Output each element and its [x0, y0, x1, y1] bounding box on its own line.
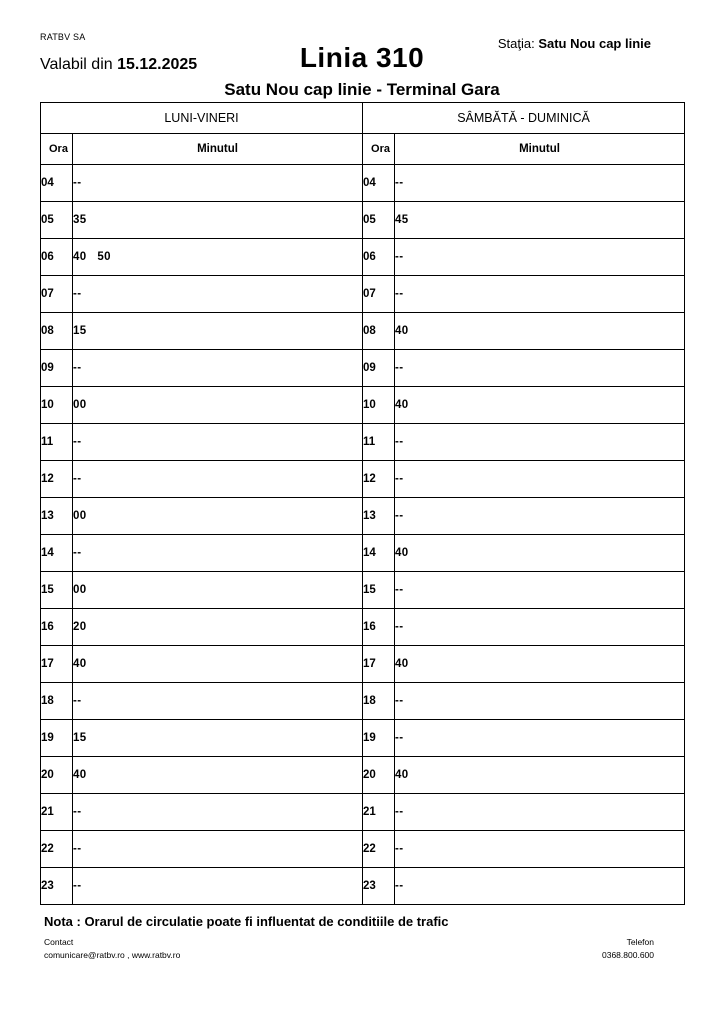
- table-row: [41, 831, 685, 868]
- minutes-cell-weekend: 40: [395, 646, 685, 683]
- phone-value: 0368.800.600: [602, 950, 654, 960]
- minutes-cell-weekday: 40: [73, 646, 363, 683]
- line-title: Linia 310: [299, 42, 425, 73]
- minutes-cell-weekday: --: [73, 276, 363, 313]
- minutes-cell-weekend: --: [395, 350, 685, 387]
- table-row: [41, 609, 685, 646]
- table-row: [41, 720, 685, 757]
- minutes-cell-weekday: --: [73, 165, 363, 202]
- valid-from-date: 15.12.2025: [117, 56, 198, 73]
- table-row: [41, 646, 685, 683]
- table-row: [41, 350, 685, 387]
- hour-cell-weekend: 14: [363, 535, 395, 572]
- column-header-minutul-weekend: Minutul: [395, 134, 685, 165]
- table-column-header-row: [41, 134, 685, 165]
- minutes-cell-weekday: --: [73, 831, 363, 868]
- minutes-cell-weekday: 35: [73, 202, 363, 239]
- hour-cell-weekday: 11: [41, 424, 73, 461]
- hour-cell-weekend: 16: [363, 609, 395, 646]
- hour-cell-weekend: 11: [363, 424, 395, 461]
- hour-cell-weekend: 19: [363, 720, 395, 757]
- hour-cell-weekday: 19: [41, 720, 73, 757]
- minutes-cell-weekend: --: [395, 461, 685, 498]
- minutes-cell-weekday: 00: [73, 572, 363, 609]
- hour-cell-weekday: 07: [41, 276, 73, 313]
- contact-label: Contact: [44, 937, 74, 947]
- minutes-cell-weekend: --: [395, 868, 685, 905]
- table-row: [41, 165, 685, 202]
- minutes-cell-weekend: --: [395, 609, 685, 646]
- minutes-cell-weekend: --: [395, 165, 685, 202]
- group-header-weekend: SÂMBĂTĂ - DUMINICĂ: [363, 103, 685, 134]
- hour-cell-weekend: 05: [363, 202, 395, 239]
- valid-from-label: Valabil din: [40, 56, 118, 73]
- minutes-cell-weekend: 45: [395, 202, 685, 239]
- minutes-cell-weekend: --: [395, 720, 685, 757]
- hour-cell-weekend: 04: [363, 165, 395, 202]
- station-value: Satu Nou cap linie: [538, 36, 651, 51]
- hour-cell-weekday: 13: [41, 498, 73, 535]
- table-row: [41, 313, 685, 350]
- minutes-cell-weekend: 40: [395, 313, 685, 350]
- minutes-cell-weekday: 20: [73, 609, 363, 646]
- minutes-cell-weekday: --: [73, 350, 363, 387]
- table-row: [41, 868, 685, 905]
- contact-value: comunicare@ratbv.ro , www.ratbv.ro: [44, 950, 181, 960]
- table-row: [41, 498, 685, 535]
- minutes-cell-weekday: --: [73, 535, 363, 572]
- minutes-cell-weekday: 00: [73, 498, 363, 535]
- minutes-cell-weekday: --: [73, 794, 363, 831]
- minutes-cell-weekday: --: [73, 683, 363, 720]
- minutes-cell-weekend: --: [395, 276, 685, 313]
- table-row: [41, 757, 685, 794]
- hour-cell-weekend: 21: [363, 794, 395, 831]
- minutes-cell-weekday: --: [73, 868, 363, 905]
- hour-cell-weekend: 15: [363, 572, 395, 609]
- hour-cell-weekday: 09: [41, 350, 73, 387]
- table-row: [41, 276, 685, 313]
- minutes-cell-weekday: --: [73, 461, 363, 498]
- hour-cell-weekend: 20: [363, 757, 395, 794]
- table-row: [41, 683, 685, 720]
- minutes-cell-weekday: 15: [73, 720, 363, 757]
- hour-cell-weekend: 07: [363, 276, 395, 313]
- table-row: [41, 202, 685, 239]
- hour-cell-weekend: 17: [363, 646, 395, 683]
- hour-cell-weekend: 13: [363, 498, 395, 535]
- table-row: [41, 535, 685, 572]
- company-name: RATBV SA: [40, 32, 86, 42]
- hour-cell-weekday: 17: [41, 646, 73, 683]
- hour-cell-weekday: 08: [41, 313, 73, 350]
- table-row: [41, 424, 685, 461]
- minutes-cell-weekend: --: [395, 683, 685, 720]
- hour-cell-weekend: 23: [363, 868, 395, 905]
- hour-cell-weekday: 20: [41, 757, 73, 794]
- hour-cell-weekend: 12: [363, 461, 395, 498]
- minutes-cell-weekend: --: [395, 239, 685, 276]
- hour-cell-weekend: 08: [363, 313, 395, 350]
- minutes-cell-weekday: 40: [73, 757, 363, 794]
- hour-cell-weekday: 10: [41, 387, 73, 424]
- minutes-cell-weekend: --: [395, 498, 685, 535]
- table-row: [41, 461, 685, 498]
- minutes-cell-weekday: --: [73, 424, 363, 461]
- minutes-cell-weekend: --: [395, 794, 685, 831]
- minutes-cell-weekday: 40 50: [73, 239, 363, 276]
- hour-cell-weekday: 12: [41, 461, 73, 498]
- minutes-cell-weekend: 40: [395, 387, 685, 424]
- hour-cell-weekday: 04: [41, 165, 73, 202]
- minutes-cell-weekend: --: [395, 572, 685, 609]
- hour-cell-weekend: 10: [363, 387, 395, 424]
- hour-cell-weekday: 16: [41, 609, 73, 646]
- hour-cell-weekend: 18: [363, 683, 395, 720]
- hour-cell-weekend: 06: [363, 239, 395, 276]
- minutes-cell-weekend: 40: [395, 535, 685, 572]
- minutes-cell-weekend: --: [395, 831, 685, 868]
- hour-cell-weekday: 22: [41, 831, 73, 868]
- table-row: [41, 794, 685, 831]
- hour-cell-weekend: 09: [363, 350, 395, 387]
- minutes-cell-weekday: 00: [73, 387, 363, 424]
- hour-cell-weekday: 14: [41, 535, 73, 572]
- minutes-cell-weekend: --: [395, 424, 685, 461]
- hour-cell-weekday: 15: [41, 572, 73, 609]
- group-header-weekday: LUNI-VINERI: [41, 103, 363, 134]
- column-header-ora-weekday: Ora: [41, 134, 73, 165]
- page-footer: [40, 936, 684, 968]
- station-label: Staţia:: [497, 36, 539, 51]
- minutes-cell-weekday: 15: [73, 313, 363, 350]
- column-header-ora-weekend: Ora: [363, 134, 395, 165]
- table-row: [41, 239, 685, 276]
- page-header: [40, 0, 684, 100]
- table-row: [41, 572, 685, 609]
- minutes-cell-weekend: 40: [395, 757, 685, 794]
- hour-cell-weekday: 06: [41, 239, 73, 276]
- hour-cell-weekday: 21: [41, 794, 73, 831]
- hour-cell-weekend: 22: [363, 831, 395, 868]
- note-text: Nota : Orarul de circulatie poate fi influentat de conditiile de trafic: [44, 914, 449, 929]
- hour-cell-weekday: 23: [41, 868, 73, 905]
- route-title: Satu Nou cap linie - Terminal Gara: [224, 80, 500, 99]
- table-row: [41, 387, 685, 424]
- phone-label: Telefon: [626, 937, 654, 947]
- hour-cell-weekday: 05: [41, 202, 73, 239]
- column-header-minutul-weekday: Minutul: [73, 134, 363, 165]
- phone-block: [602, 936, 654, 962]
- schedule-table: [40, 102, 685, 905]
- contact-block: [44, 936, 180, 962]
- table-group-header-row: [41, 103, 685, 134]
- hour-cell-weekday: 18: [41, 683, 73, 720]
